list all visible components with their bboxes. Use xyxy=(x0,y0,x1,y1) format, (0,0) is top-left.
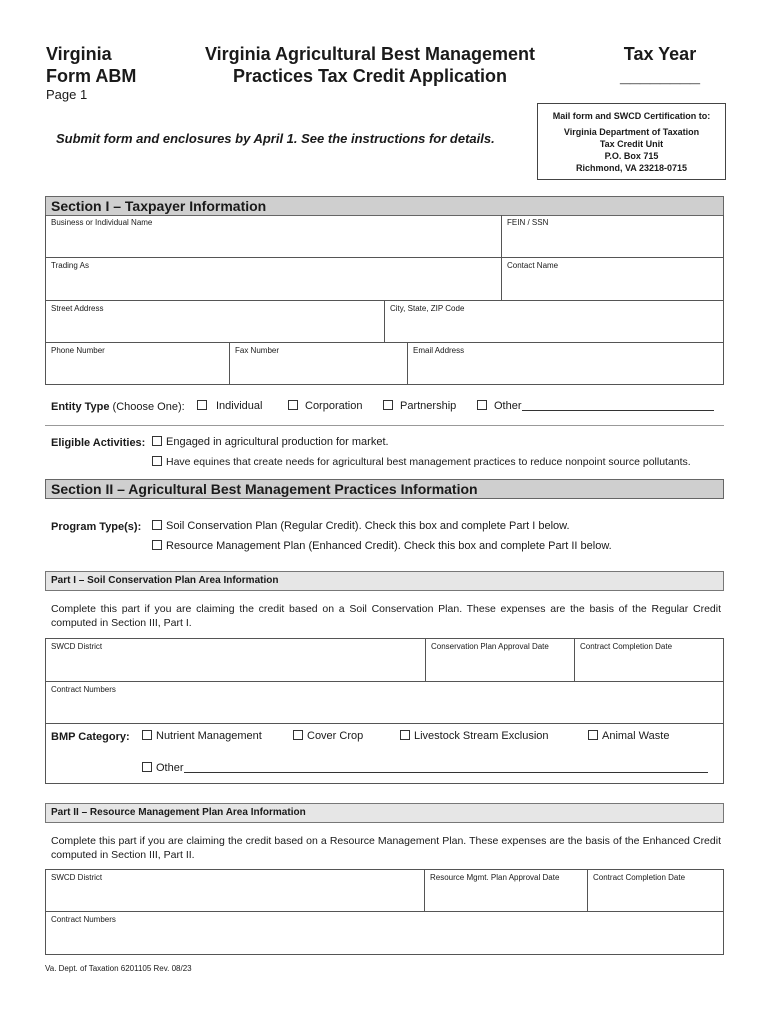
title-line-1: Virginia Agricultural Best Management xyxy=(204,44,536,64)
checkbox[interactable] xyxy=(383,400,393,410)
entity-other-line[interactable] xyxy=(522,400,714,411)
entity-type-hint: (Choose One): xyxy=(112,401,185,413)
title-line-2: Practices Tax Credit Application xyxy=(232,66,508,86)
bmp-category-label: BMP Category: xyxy=(51,731,130,743)
bmp-animal-waste[interactable]: Animal Waste xyxy=(588,730,669,742)
part-1-fields xyxy=(45,638,724,724)
mail-line-3: P.O. Box 715 xyxy=(604,151,659,161)
contract-numbers-field-2[interactable]: Contract Numbers xyxy=(51,915,116,924)
section-2-header: Section II – Agricultural Best Management Practices Information xyxy=(45,479,724,499)
checkbox[interactable] xyxy=(152,456,162,466)
city-state-zip-field[interactable]: City, State, ZIP Code xyxy=(385,301,724,343)
contract-numbers-field[interactable]: Contract Numbers xyxy=(51,685,116,694)
checkbox[interactable] xyxy=(152,436,162,446)
phone-field[interactable]: Phone Number xyxy=(46,343,230,384)
part-2-header: Part II – Resource Management Plan Area Information xyxy=(45,803,724,823)
mail-line-2: Tax Credit Unit xyxy=(599,139,664,149)
section-1-header: Section I – Taxpayer Information xyxy=(45,196,724,216)
form-state: Virginia xyxy=(46,44,112,64)
approval-date-field[interactable]: Conservation Plan Approval Date xyxy=(426,639,575,682)
entity-partnership[interactable]: Partnership xyxy=(383,400,456,412)
bmp-nutrient[interactable]: Nutrient Management xyxy=(142,730,262,742)
part-2-intro: Complete this part if you are claiming the credit based on a Resource Management Plan. These expenses are the basis of the Enhanced Credit computed in Section III, Part II. xyxy=(51,835,721,861)
bmp-cover-crop[interactable]: Cover Crop xyxy=(293,730,363,742)
checkbox[interactable] xyxy=(588,730,598,740)
bmp-livestock[interactable]: Livestock Stream Exclusion xyxy=(400,730,549,742)
checkbox[interactable] xyxy=(477,400,487,410)
trading-as-field[interactable]: Trading As xyxy=(46,258,502,301)
mail-line-4: Richmond, VA 23218-0715 xyxy=(575,163,688,173)
part-1-header: Part I – Soil Conservation Plan Area Information xyxy=(45,571,724,591)
divider xyxy=(45,425,724,426)
page-number: Page 1 xyxy=(46,87,88,102)
fax-field[interactable]: Fax Number xyxy=(230,343,408,384)
mail-title: Mail form and SWCD Certification to: xyxy=(552,111,711,121)
checkbox[interactable] xyxy=(152,520,162,530)
street-address-field[interactable]: Street Address xyxy=(46,301,385,343)
checkbox[interactable] xyxy=(197,400,207,410)
program-option-2[interactable]: Resource Management Plan (Enhanced Credit). Check this box and complete Part II below. xyxy=(152,540,612,552)
entity-type-label: Entity Type xyxy=(51,401,110,413)
swcd-district-field[interactable]: SWCD District xyxy=(46,639,426,682)
checkbox[interactable] xyxy=(142,762,152,772)
checkbox[interactable] xyxy=(293,730,303,740)
taxpayer-fields xyxy=(45,215,724,385)
part-2-fields xyxy=(45,869,724,955)
part-1-intro: Complete this part if you are claiming the credit based on a Soil Conservation Plan. These expenses are the basis of the Regular Credit computed in Section III, Part I. xyxy=(51,603,721,629)
completion-date-field[interactable]: Contract Completion Date xyxy=(575,639,723,682)
contact-name-field[interactable]: Contact Name xyxy=(502,258,724,301)
page-title xyxy=(180,43,560,87)
program-type-label: Program Type(s): xyxy=(51,521,142,533)
rmp-approval-date-field[interactable]: Resource Mgmt. Plan Approval Date xyxy=(425,870,588,912)
checkbox[interactable] xyxy=(142,730,152,740)
entity-other[interactable]: Other xyxy=(477,400,714,412)
eligible-option-2[interactable]: Have equines that create needs for agricultural best management practices to reduce nonpoint source pollutants. xyxy=(152,456,691,468)
tax-year-label: Tax Year xyxy=(623,44,697,64)
submit-note: Submit form and enclosures by April 1. See the instructions for details. xyxy=(56,131,495,146)
form-name: Form ABM xyxy=(46,66,137,86)
checkbox[interactable] xyxy=(288,400,298,410)
form-id xyxy=(46,43,136,87)
swcd-district-field-2[interactable]: SWCD District xyxy=(46,870,425,912)
entity-individual[interactable]: Individual xyxy=(197,400,262,412)
fein-field[interactable]: FEIN / SSN xyxy=(502,215,724,258)
footer-note: Va. Dept. of Taxation 6201105 Rev. 08/23 xyxy=(45,964,192,973)
bmp-other[interactable]: Other xyxy=(142,762,708,774)
tax-year-field[interactable]: ________ xyxy=(619,66,701,86)
entity-type-row xyxy=(51,401,185,413)
business-name-field[interactable]: Business or Individual Name xyxy=(46,215,502,258)
checkbox[interactable] xyxy=(400,730,410,740)
checkbox[interactable] xyxy=(152,540,162,550)
mail-address-box xyxy=(537,103,726,180)
eligible-activities-label: Eligible Activities: xyxy=(51,437,146,449)
bmp-other-line[interactable] xyxy=(184,762,708,773)
program-option-1[interactable]: Soil Conservation Plan (Regular Credit). Check this box and complete Part I below. xyxy=(152,520,570,532)
completion-date-field-2[interactable]: Contract Completion Date xyxy=(588,870,723,912)
entity-corporation[interactable]: Corporation xyxy=(288,400,362,412)
tax-year xyxy=(600,43,720,87)
eligible-option-1[interactable]: Engaged in agricultural production for market. xyxy=(152,436,389,448)
mail-line-1: Virginia Department of Taxation xyxy=(563,127,700,137)
email-field[interactable]: Email Address xyxy=(413,346,465,355)
